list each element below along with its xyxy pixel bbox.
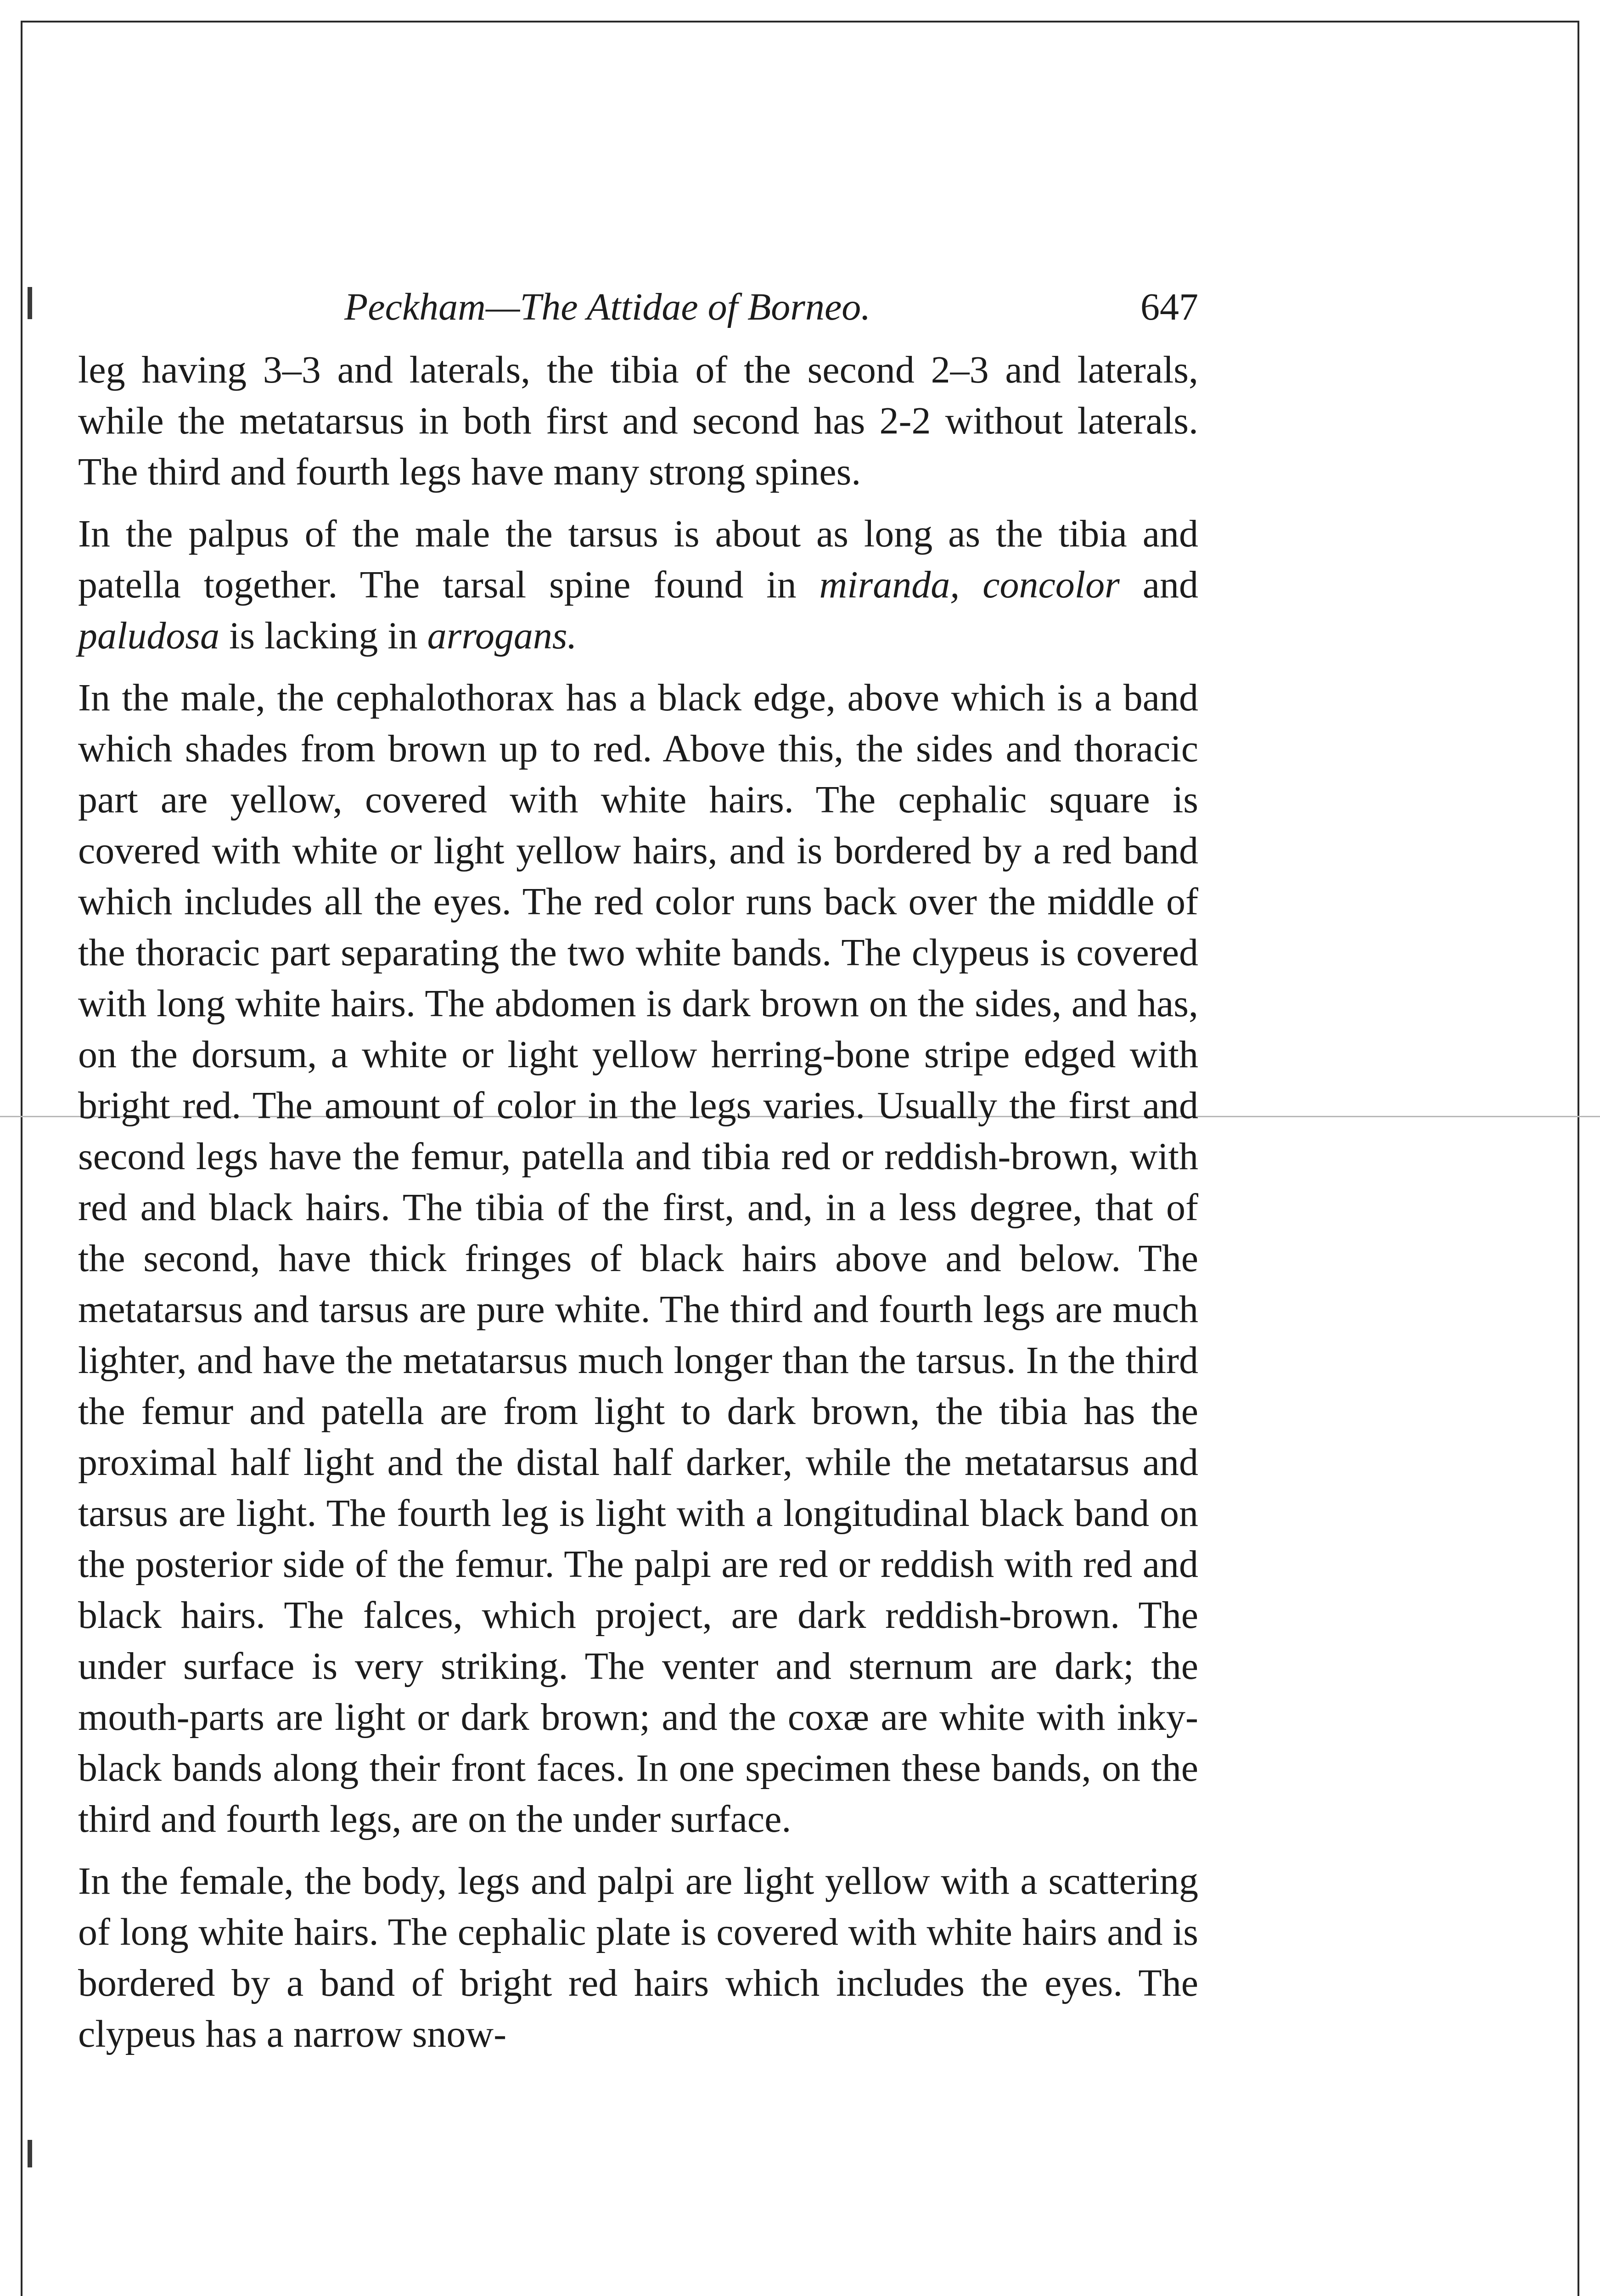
running-head bbox=[78, 276, 1198, 344]
running-title: Peckham—The Attidae of Borneo. bbox=[344, 286, 871, 328]
paragraph-4: In the female, the body, legs and palpi are light yellow with a scattering of long white hairs. The cephalic plate is covered with white hairs and is bordered by a band of bright red hairs which includes the eyes. The clypeus has a narrow snow- bbox=[78, 1860, 1198, 2055]
body-text bbox=[78, 344, 1198, 2060]
paragraph-3: In the male, the cephalothorax has a black edge, above which is a band which shades from brown up to red. Above this, the sides and thoracic part are yellow, covered with white hairs. The cephalic square is covered with white or light yellow hairs, and is bordered by a red band which includes all the eyes. The red color runs back over the middle of the thoracic part separating the two white bands. The clypeus is covered with long white hairs. The abdomen is dark brown on the sides, and has, on the dorsum, a white or light yellow herring-bone stripe edged with bright red. The amount of color in the legs varies. Usually the first and second legs have the femur, patella and tibia red or reddish-brown, with red and black hairs. The tibia of the first, and, in a less degree, that of the second, have thick fringes of black hairs above and below. The metatarsus and tarsus are pure white. The third and fourth legs are much lighter, and have the metatarsus much longer than the tarsus. In the third the femur and patella are from light to dark brown, the tibia has the proximal half light and the distal half darker, while the metatarsus and tarsus are light. The fourth leg is light with a longitudinal black band on the posterior side of the femur. The palpi are red or reddish with red and black hairs. The falces, which project, are dark reddish-brown. The under surface is very striking. The venter and sternum are dark; the mouth-parts are light or dark brown; and the coxæ are white with inky-black bands along their front faces. In one specimen these bands, on the third and fourth legs, are on the under surface. bbox=[78, 676, 1198, 1840]
text-run bbox=[960, 563, 982, 606]
text-run: is lacking in bbox=[219, 614, 427, 657]
species-name: miranda, bbox=[819, 563, 960, 606]
page-content bbox=[78, 276, 1198, 2071]
page-number: 647 bbox=[1140, 286, 1198, 328]
text-run: In the palpus of the male the tarsus is about as long as the tibia and patella together. The tarsal spine found in bbox=[78, 512, 1198, 606]
species-name: arrogans. bbox=[427, 614, 577, 657]
paragraph-2 bbox=[78, 508, 1198, 661]
left-edge-mark bbox=[28, 287, 32, 319]
species-name: concolor bbox=[982, 563, 1120, 606]
left-edge-mark bbox=[28, 2140, 32, 2167]
text-run: and bbox=[1119, 563, 1198, 606]
paragraph-1: leg having 3–3 and laterals, the tibia of the second 2–3 and laterals, while the metatarsus in both first and second has 2-2 without laterals. The third and fourth legs have many strong spines. bbox=[78, 349, 1198, 493]
species-name: paludosa bbox=[78, 614, 220, 657]
